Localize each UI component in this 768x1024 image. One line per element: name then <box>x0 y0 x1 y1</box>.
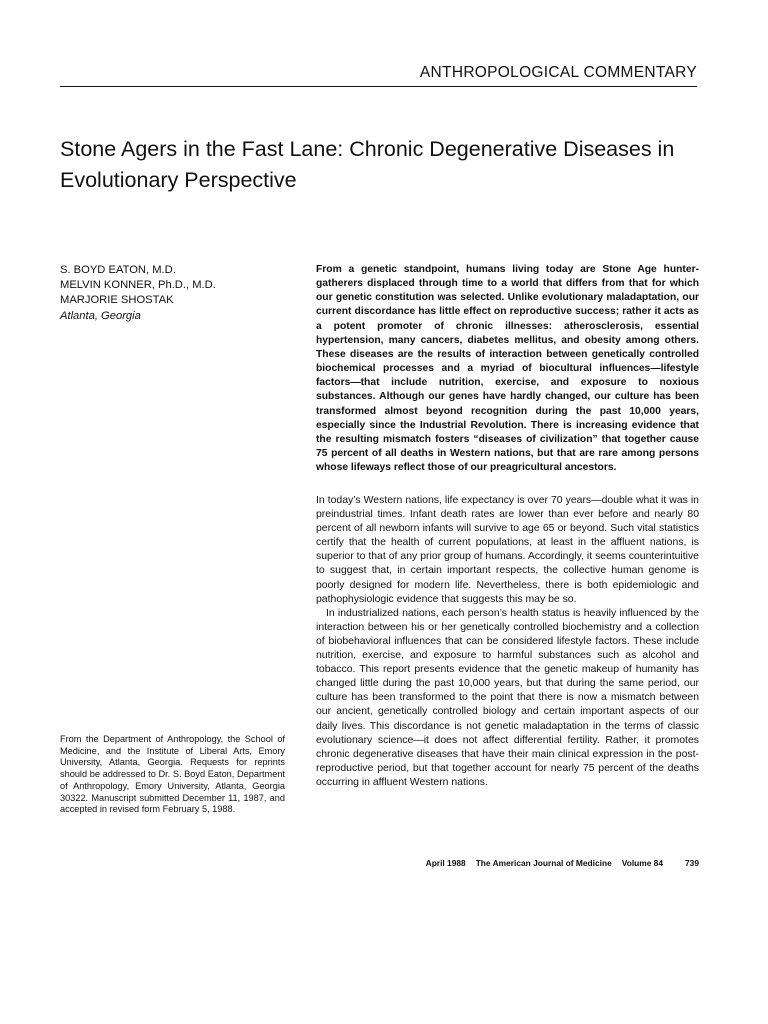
body-paragraph: In today’s Western nations, life expectancy is over 70 years—double what it was in preindustrial times. Infant death rates are lower than ever before and nearly 80 percent of all newborn infants will survive to age 65 or beyond. Such vital statistics certify that the health of current populations, at least in the affluent nations, is superior to that of any prior group of humans. Accordingly, it seems counterintuitive to suggest that, in certain important respects, the collective human genome is poorly designed for modern life. Nevertheless, there is both epidemiologic and pathophysiologic evidence that suggests this may be so. <box>316 495 699 605</box>
author-location: Atlanta, Georgia <box>60 309 141 322</box>
body-paragraph: In industrialized nations, each person’s health status is heavily influenced by the interaction between his or her genetically controlled biochemistry and a collection of biobehavioral influences that can be considered lifestyle factors. These include nutrition, exercise, and exposure to harmful substances such as alcohol and tobacco. This report presents evidence that the genetic makeup of humanity has changed little during the past 10,000 years, but that during the same period, our culture has been transformed to the point that there is now a mismatch between our ancient, genetically controlled biology and certain important aspects of our daily lives. This discordance is not genetic maladaptation in the terms of classic evolutionary science—it does not affect differential fertility. Rather, it promotes chronic degenerative diseases that have their main clinical expression in the post-reproductive period, but that together account for nearly 75 percent of the deaths occurring in affluent Western nations. <box>316 607 699 788</box>
article-title: Stone Agers in the Fast Lane: Chronic Degenerative Diseases in Evolutionary Perspective <box>60 137 675 192</box>
running-footer <box>316 858 699 868</box>
issue-date: April 1988 <box>425 858 466 868</box>
author-name: MARJORIE SHOSTAK <box>60 294 174 307</box>
author-name: MELVIN KONNER, Ph.D., M.D. <box>60 279 216 292</box>
body-text <box>316 494 699 790</box>
author-block <box>60 263 300 324</box>
section-header: ANTHROPOLOGICAL COMMENTARY <box>60 64 697 87</box>
volume-number: Volume 84 <box>621 858 664 868</box>
page-number: 739 <box>685 858 699 868</box>
abstract: From a genetic standpoint, humans living today are Stone Age hunter-gatherers displaced through time to a world that differs from that for which our genetic constitution was selected. Unlike evolutionary maladaptation, our current discordance has little effect on reproductive success; rather it acts as a potent promoter of chronic illnesses: atherosclerosis, essential hypertension, many cancers, diabetes mellitus, and obesity among others. These diseases are the results of interaction between genetically controlled biochemical processes and a myriad of biocultural influences—lifestyle factors—that include nutrition, exercise, and exposure to noxious substances. Although our genes have hardly changed, our culture has been transformed almost beyond recognition during the past 10,000 years, especially since the Industrial Revolution. There is increasing evidence that the resulting mismatch fosters “diseases of civilization” that together cause 75 percent of all deaths in Western nations, but that are rare among persons whose lifeways reflect those of our preagricultural ancestors. <box>316 264 699 474</box>
author-name: S. BOYD EATON, M.D. <box>60 264 176 276</box>
affiliation-footnote: From the Department of Anthropology, the School of Medicine, and the Institute of Liberal Arts, Emory University, Atlanta, Georgia. Requests for reprints should be addressed to Dr. S. Boyd Eaton, Department of Anthropology, Emory University, Atlanta, Georgia 30322. Manuscript submitted December 11, 1987, and accepted in revised form February 5, 1988. <box>60 734 285 815</box>
journal-name: The American Journal of Medicine <box>475 858 612 868</box>
